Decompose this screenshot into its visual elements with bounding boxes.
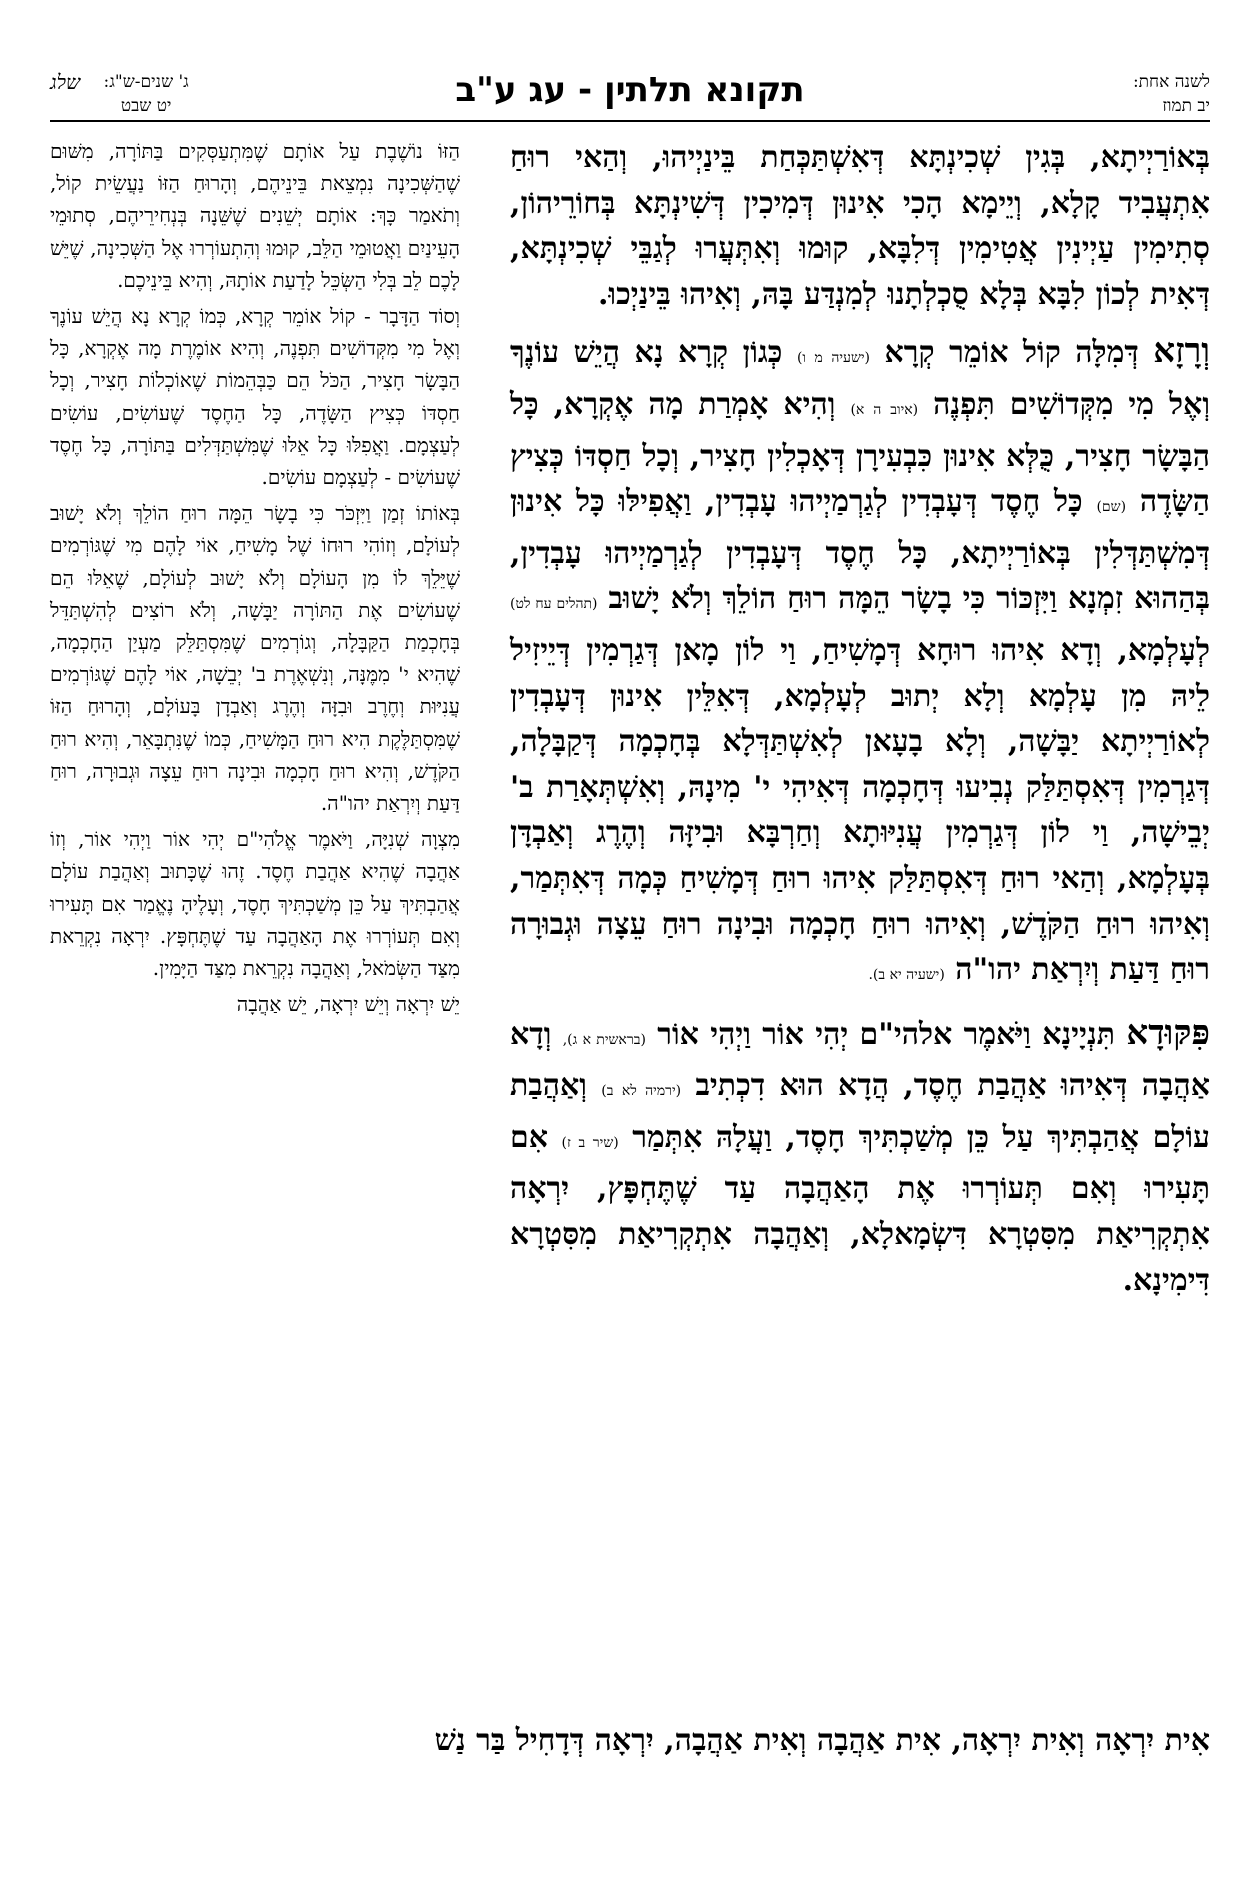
main-text: כָּל חֶסֶד דְּעָבְדִין לְגַרְמַיְיהוּ עָבְדִין, וַאֲפִילּוּ כָּל אִינוּן דְּמִשְׁתַּדְּלִין בְּאוֹרַיְיתָא, כָּל חֶסֶד דְּעָבְדִין לְגַרְמַיְיהוּ עָבְדִין, בְּהַהוּא זִמְנָא וַיִּזְכּוֹר כִּי בָשָׂר הֵמָּה רוּחַ הוֹלֵךְ וְלֹא יָשׁוּב (510, 484, 1210, 617)
page-number: שלג (50, 70, 81, 94)
bottom-continuation-line: אִית יִרְאָה וְאִית יִרְאָה, אִית אַהֲבָה וְאִית אַהֲבָה, יִרְאָה דְּדָחִיל בַּר נַשׁ (434, 1723, 1210, 1758)
translation-paragraph: הַזּוֹ נוֹשֶׁבֶת עַל אוֹתָם שֶׁמִּתְעַסְּקִים בַּתּוֹרָה, מִשּׁוּם שֶׁהַשְּׁכִינָה נִמְצֵאת בֵּינֵיהֶם, וְהָרוּחַ הַזּוֹ נַעֲשֵׂית קוֹל, וְתֹאמַר כָּךְ: אוֹתָם יְשֵׁנִים שֶׁשֵּׁנָה בְּנְחִירֵיהֶם, סְתוּמֵי הָעֵינַיִם וַאֲטוּמֵי הַלֵּב, קוּמוּ וְהִתְעוֹרְרוּ אֶל הַשְּׁכִינָה, שֶׁיֵּשׁ לָכֶם לֵב בְּלִי הַשְּׂכֵּל לָדַעַת אוֹתָהּ, וְהִיא בֵּינֵיכֶם. (50, 139, 460, 292)
main-aramaic-column (510, 135, 1210, 1715)
verse-reference: (ישעיה מ ו) (796, 350, 871, 367)
verse-reference: (ישעיה יא ב). (868, 967, 945, 984)
paragraph-lead-word: וְרָזָא (1153, 331, 1210, 372)
three-year-date: יט שבט (120, 96, 172, 116)
main-text: וְדָא אַהֲבָה דְּאִיהוּ אַהֲבַת חֶסֶד, הֲדָא הוּא דִכְתִיב (510, 1016, 1210, 1104)
translation-paragraph: בְּאוֹתוֹ זְמַן וַיִּזְכֹּר כִּי בָשָׂר הֵמָּה רוּחַ הוֹלֵךְ וְלֹא יָשׁוּב לְעוֹלָם, וְזוֹהִי רוּחוֹ שֶׁל מָשִׁיחַ, אוֹי לָהֶם מִי שֶׁגּוֹרְמִים שֶׁיֵּלֵךְ לוֹ מִן הָעוֹלָם וְלֹא יָשׁוּב לְעוֹלָם, שֶׁאֵלּוּ הֵם שֶׁעוֹשִׂים אֶת הַתּוֹרָה יַבָּשָׁה, וְלֹא רוֹצִים לְהִשְׁתַּדֵּל בְּחָכְמַת הַקַּבָּלָה, וְגוֹרְמִים שֶׁמִּסְתַּלֵּק מַעְיַן הַחָכְמָה, שֶׁהִיא י' מִמֶּנָּה, וְנִשְׁאֶרֶת ב' יְבֵשָׁה, אוֹי לָהֶם שֶׁגּוֹרְמִים עֲנִיּוּת וְחֶרֶב וּבִזָּה וְהֶרֶג וְאַבְדָן בָּעוֹלָם, וְהָרוּחַ הַזּוֹ שֶׁמִּסְתַּלֶּקֶת הִיא רוּחַ הַמָּשִׁיחַ, כְּמוֹ שֶׁנִּתְבָּאֵר, וְהִיא רוּחַ הַקֹּדֶשׁ, וְהִיא רוּחַ חָכְמָה וּבִינָה רוּחַ עֵצָה וּגְבוּרָה, רוּחַ דַּעַת וְיִרְאַת יהו"ה. (50, 501, 460, 816)
verse-reference: (שם) (1096, 499, 1127, 516)
translation-paragraph: יֵשׁ יִרְאָה וְיֵשׁ יִרְאָה, יֵשׁ אַהֲבָה (236, 992, 460, 1017)
main-text: דְּמִלָּה קוֹל אוֹמֵר קְרָא (884, 335, 1139, 371)
paragraph-lead-word: פִּקּוּדָא (1126, 1012, 1210, 1053)
verse-reference: (איוב ה א) (850, 401, 919, 418)
verse-reference: (ירמיה לא ב) (601, 1083, 682, 1100)
translation-paragraph: מִצְוָה שְׁנִיָּה, וַיֹּאמֶר אֱלֹהִי"ם יְהִי אוֹר וַיְהִי אוֹר, וְזוֹ אַהֲבָה שֶׁהִיא אַהֲבַת חֶסֶד. זֶהוּ שֶׁכָּתוּב וְאַהֲבַת עוֹלָם אֲהַבְתִּיךְ עַל כֵּן מְשַׁכְתִּיךְ חָסֶד, וְעָלֶיהָ נֶאֱמַר אִם תָּעִירוּ וְאִם תְּעוֹרְרוּ אֶת הָאַהֲבָה עַד שֶׁתֶּחְפָּץ. יִרְאָה נִקְרֵאת מִצַּד הַשְּׂמֹאל, וְאַהֲבָה נִקְרֵאת מִצַּד הַיָּמִין. (50, 827, 460, 981)
main-text: אִם תָּעִירוּ וְאִם תְּעוֹרְרוּ אֶת הָאַהֲבָה עַד שֶׁתֶּחְפָּץ, יִרְאָה אִתְקְרִיאַת מִסִּטְרָא דִּשְׂמָאלָא, וְאַהֲבָה אִתְקְרִיאַת מִסִּטְרָא דִּימִינָא. (510, 1119, 1210, 1298)
verse-reference: (בראשית א ג), (562, 1031, 646, 1048)
translation-column (50, 135, 460, 1715)
three-year-schedule (104, 70, 189, 118)
verse-reference: (שיר ב ז) (561, 1134, 619, 1151)
main-text: וְאַהֲבַת עוֹלָם אֲהַבְתִּיךְ עַל כֵּן מְשַׁכְתִּיךְ חָסֶד, וַעֲלָהּ אִתְּמַר (510, 1068, 1211, 1155)
study-date: יב תמוז (1162, 96, 1210, 116)
main-paragraph (510, 329, 1210, 998)
main-text: וְהִיא אָמְרַת מָה אֶקְרָא, כָּל הַבָּשָׂר חָצִיר, כֻּלְּא אִינוּן כִּבְעִירָן דְּאָכְלִין חָצִיר, וְכָל חַסְדּוֹ כְּצִיץ הַשָּׂדֶה (510, 386, 1210, 520)
main-text: כְּגוֹן קְרָא נָא הֲיֵשׁ עוֹנֶךָ וְאֶל מִי מִקְּדוֹשִׁים תִּפְנֶה (510, 335, 1210, 422)
main-text: בְּאוֹרַיְיתָא, בְּגִין שְׁכִינְתָּא דְּאִשְׁתַּכְּחַת בֵּינַיְיהוּ, וְהַאי רוּחַ אִתְעֲבִיד קָלָא, וְיֵימָא הָכִי אִינוּן דְּמִיכִין דְּשִׁינְתָּא בְּחוֹרֵיהוֹן, סְתִימִין עַיְינִין אֲטִימִין דְּלִבָּא, קוּמוּ וְאִתְּעֲרוּ לְגַבֵּי שְׁכִינְתָּא, דְּאִית לְכוֹן לִבָּא בְּלָא סֻכְלְתָנוּ לְמִנְדַּע בָּהּ, וְאִיהוּ בֵּינַיְכוּ. (510, 140, 1210, 312)
three-year-label: ג' שנים-ש"ג: (103, 72, 189, 92)
translation-paragraph: וְסוֹד הַדָּבָר - קוֹל אוֹמֵר קְרָא, כְּמוֹ קְרָא נָא הֲיֵשׁ עוֹנֶךָ וְאֶל מִי מִקְּדוֹשִׁים תִּפְנֶה, וְהִיא אוֹמֶרֶת מָה אֶקְרָא, כָּל הַבָּשָׂר חָצִיר, הַכֹּל הֵם כַּבְּהֵמוֹת שֶׁאוֹכְלוֹת חָצִיר, וְכָל חַסְדּוֹ כְּצִיץ הַשָּׂדֶה, כָּל הַחֶסֶד שֶׁעוֹשִׂים, עוֹשִׂים לְעַצְמָם. וַאֲפִלּוּ כָּל אֵלּוּ שֶׁמִּשְׁתַּדְּלִים בַּתּוֹרָה, כָּל חֶסֶד שֶׁעוֹשִׂים - לְעַצְמָם עוֹשִׂים. (50, 304, 460, 490)
main-text: תִּנְיָינָא וַיֹּאמֶר אלהי"ם יְהִי אוֹר וַיְהִי אוֹר (657, 1016, 1116, 1052)
main-paragraph (510, 1011, 1210, 1304)
page-header (50, 70, 1210, 145)
main-text: לְעָלְמָא, וְדָא אִיהוּ רוּחָא דְּמָשִׁיחַ, וַי לוֹן מָאן דְּגַרְמִין דְּיֵיזִיל לֵיהּ מִן עָלְמָא וְלָא יְתוּב לְעָלְמָא, דְּאִלֵּין אִינוּן דְּעָבְדִין לְאוֹרַיְיתָא יַבָּשָׁה, וְלָא בָעָאן לְאִשְׁתַּדְּלָא בְּחָכְמָה דְּקַבָּלָה, דְּגַרְמִין דְּאִסְתַּלַּק נְבִיעוּ דְּחָכְמָה דְּאִיהִי י' מִינָהּ, וְאִשְׁתְּאָרַת ב' יְבֵישָׁה, וַי לוֹן דְּגַרְמִין עֲנִיּוּתָא וְחַרְבָּא וּבִיזָּה וְהֶרֶג וְאַבְדָּן בְּעָלְמָא, וְהַאי רוּחַ דְּאִסְתַּלַּק אִיהוּ רוּחַ דְּמָשִׁיחַ כְּמָה דְּאִתְּמַר, וְאִיהוּ רוּחַ הַקֹּדֶשׁ, וְאִיהוּ רוּחַ חָכְמָה וּבִינָה רוּחַ עֵצָה וּגְבוּרָה רוּחַ דַּעַת וְיִרְאַת יהו"ה (510, 632, 1210, 988)
study-schedule-label: לשנה אחת: (1132, 72, 1210, 92)
main-paragraph (510, 135, 1210, 317)
verse-reference: (תהלים עח לט) (510, 596, 598, 613)
header-divider (50, 120, 1210, 122)
header-left-info (50, 70, 189, 118)
page-title: תקונא תלתין - עג ע"ב (455, 70, 805, 110)
